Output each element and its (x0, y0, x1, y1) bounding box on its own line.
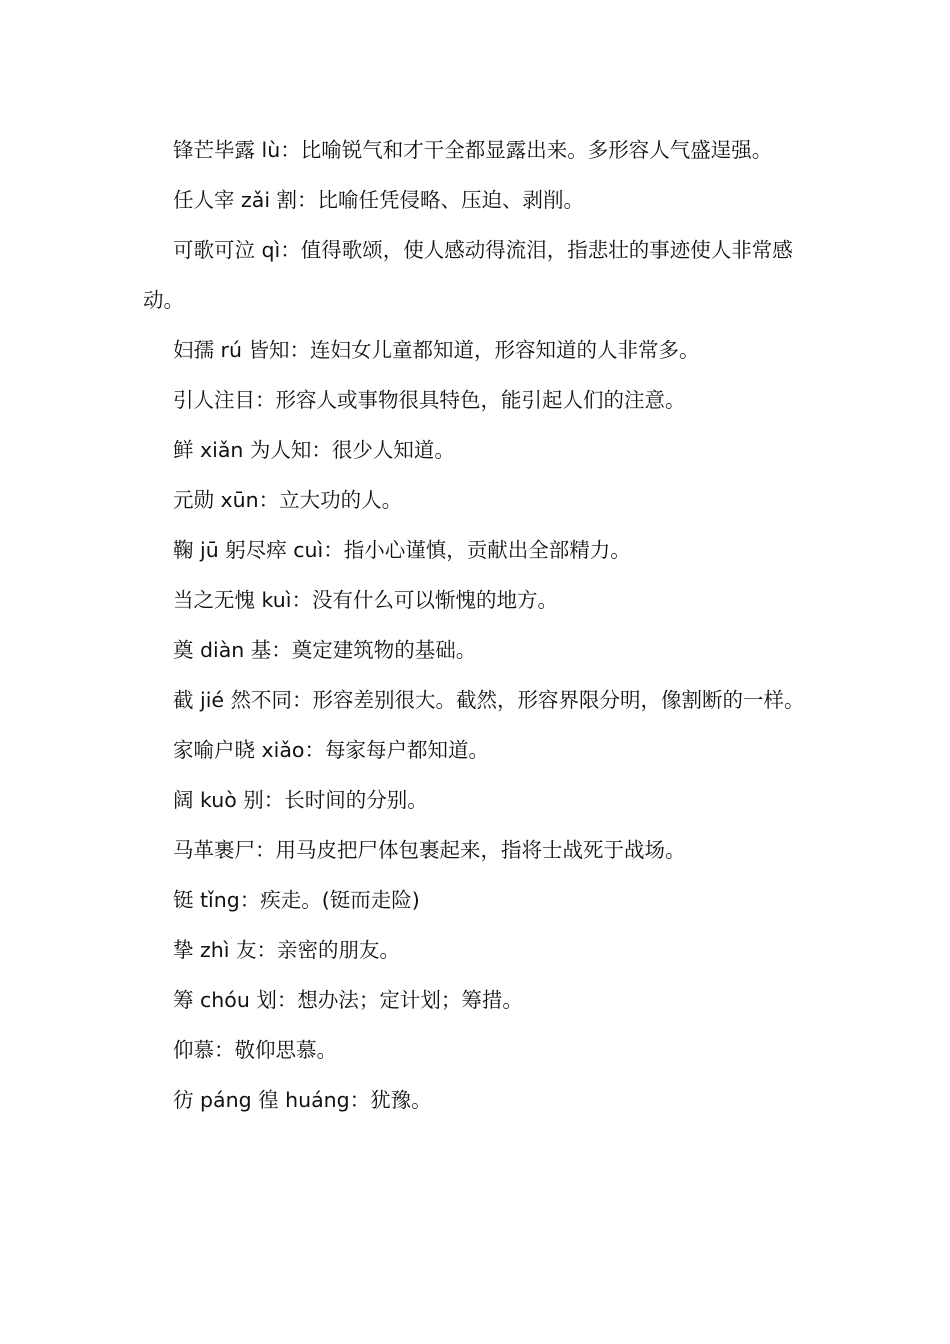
vocabulary-entry: 铤 tǐng：疾走。(铤而走险) (173, 888, 420, 912)
vocabulary-entry: 仰慕：敬仰思慕。 (173, 1038, 337, 1062)
vocabulary-entry: 挚 zhì 友：亲密的朋友。 (173, 938, 400, 962)
vocabulary-entry: 任人宰 zǎi 割：比喻任凭侵略、压迫、剥削。 (173, 188, 585, 212)
vocabulary-entry: 锋芒毕露 lù：比喻锐气和才干全都显露出来。多形容人气盛逞强。 (173, 138, 773, 162)
vocabulary-entry: 引人注目：形容人或事物很具特色，能引起人们的注意。 (173, 388, 686, 412)
vocabulary-entry: 截 jié 然不同：形容差别很大。截然，形容界限分明，像割断的一样。 (173, 688, 805, 712)
vocabulary-entry: 当之无愧 kuì：没有什么可以惭愧的地方。 (173, 588, 558, 612)
vocabulary-entry: 妇孺 rú 皆知：连妇女儿童都知道，形容知道的人非常多。 (173, 338, 700, 362)
vocabulary-entry: 鞠 jū 躬尽瘁 cuì：指小心谨慎，贡献出全部精力。 (173, 538, 631, 562)
vocabulary-entry: 马革裹尸：用马皮把尸体包裹起来，指将士战死于战场。 (173, 838, 686, 862)
vocabulary-entry: 阔 kuò 别：长时间的分别。 (173, 788, 428, 812)
vocabulary-entry: 家喻户晓 xiǎo：每家每户都知道。 (173, 738, 489, 762)
vocabulary-entry: 彷 páng 徨 huáng：犹豫。 (173, 1088, 432, 1112)
vocabulary-entry: 筹 chóu 划：想办法；定计划；筹措。 (173, 988, 523, 1012)
vocabulary-entry: 元勋 xūn：立大功的人。 (173, 488, 403, 512)
vocabulary-list (143, 125, 811, 1125)
vocabulary-entry: 奠 diàn 基：奠定建筑物的基础。 (173, 638, 477, 662)
vocabulary-entry: 可歌可泣 qì：值得歌颂，使人感动得流泪，指悲壮的事迹使人非常感动。 (143, 238, 793, 312)
vocabulary-entry: 鲜 xiǎn 为人知：很少人知道。 (173, 438, 455, 462)
